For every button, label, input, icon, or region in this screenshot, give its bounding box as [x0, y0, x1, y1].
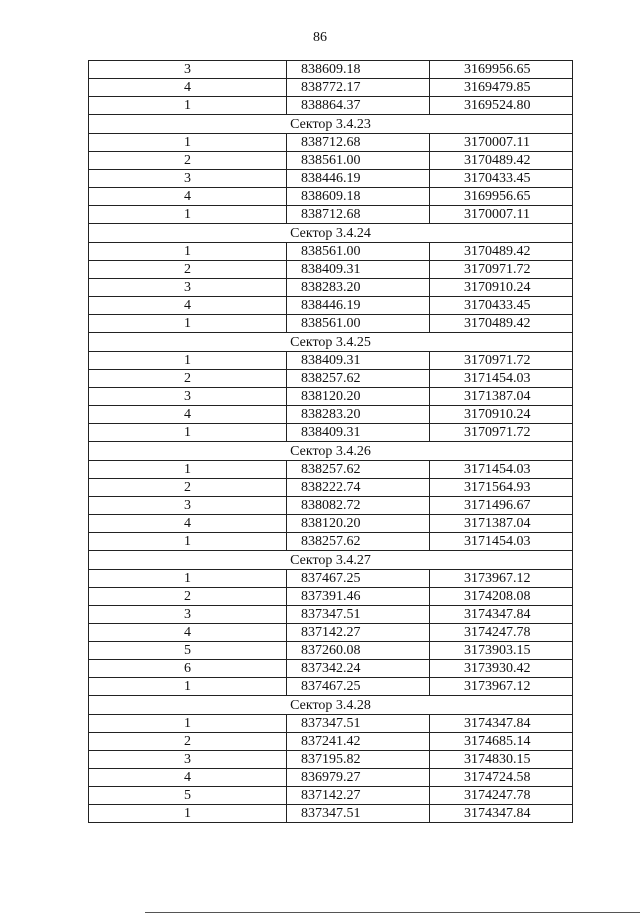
x-coordinate-cell: 838409.31: [287, 424, 430, 442]
point-number-cell: 5: [89, 642, 287, 660]
point-number-cell: 3: [89, 751, 287, 769]
y-coordinate-cell: 3171454.03: [430, 461, 573, 479]
table-row: [89, 370, 573, 388]
table-row: [89, 352, 573, 370]
point-number-cell: 3: [89, 606, 287, 624]
point-number-cell: 1: [89, 243, 287, 261]
page-number: 86: [313, 30, 327, 45]
x-coordinate-cell: 838257.62: [287, 461, 430, 479]
point-number-cell: 2: [89, 588, 287, 606]
table-row: [89, 297, 573, 315]
sector-label: Сектор 3.4.28: [89, 696, 573, 715]
sector-label: Сектор 3.4.25: [89, 333, 573, 352]
y-coordinate-cell: 3174830.15: [430, 751, 573, 769]
y-coordinate-cell: 3171454.03: [430, 370, 573, 388]
table-row: [89, 97, 573, 115]
y-coordinate-cell: 3171454.03: [430, 533, 573, 551]
y-coordinate-cell: 3170910.24: [430, 406, 573, 424]
y-coordinate-cell: 3173903.15: [430, 642, 573, 660]
y-coordinate-cell: 3169956.65: [430, 61, 573, 79]
point-number-cell: 4: [89, 79, 287, 97]
point-number-cell: 1: [89, 570, 287, 588]
table-row: [89, 206, 573, 224]
x-coordinate-cell: 838283.20: [287, 279, 430, 297]
x-coordinate-cell: 838283.20: [287, 406, 430, 424]
point-number-cell: 4: [89, 406, 287, 424]
y-coordinate-cell: 3174247.78: [430, 787, 573, 805]
y-coordinate-cell: 3170971.72: [430, 261, 573, 279]
table-row: [89, 497, 573, 515]
table-row: [89, 243, 573, 261]
sector-label: Сектор 3.4.26: [89, 442, 573, 461]
table-row: [89, 660, 573, 678]
y-coordinate-cell: 3173967.12: [430, 678, 573, 696]
x-coordinate-cell: 838082.72: [287, 497, 430, 515]
table-row: [89, 805, 573, 823]
sector-header-row: [89, 551, 573, 570]
x-coordinate-cell: 837347.51: [287, 606, 430, 624]
point-number-cell: 2: [89, 370, 287, 388]
x-coordinate-cell: 838446.19: [287, 170, 430, 188]
point-number-cell: 3: [89, 388, 287, 406]
x-coordinate-cell: 838609.18: [287, 61, 430, 79]
y-coordinate-cell: 3174347.84: [430, 715, 573, 733]
scan-edge-line: [145, 912, 640, 913]
sector-header-row: [89, 442, 573, 461]
table-row: [89, 315, 573, 333]
x-coordinate-cell: 837347.51: [287, 715, 430, 733]
y-coordinate-cell: 3170910.24: [430, 279, 573, 297]
table-row: [89, 424, 573, 442]
y-coordinate-cell: 3169479.85: [430, 79, 573, 97]
sector-header-row: [89, 696, 573, 715]
point-number-cell: 3: [89, 170, 287, 188]
table-row: [89, 406, 573, 424]
x-coordinate-cell: 837467.25: [287, 678, 430, 696]
table-row: [89, 134, 573, 152]
y-coordinate-cell: 3169956.65: [430, 188, 573, 206]
point-number-cell: 1: [89, 352, 287, 370]
point-number-cell: 4: [89, 515, 287, 533]
point-number-cell: 1: [89, 461, 287, 479]
table-row: [89, 533, 573, 551]
table-row: [89, 279, 573, 297]
table-row: [89, 261, 573, 279]
y-coordinate-cell: 3170007.11: [430, 206, 573, 224]
point-number-cell: 1: [89, 134, 287, 152]
x-coordinate-cell: 838257.62: [287, 370, 430, 388]
x-coordinate-cell: 837260.08: [287, 642, 430, 660]
table-row: [89, 479, 573, 497]
y-coordinate-cell: 3171496.67: [430, 497, 573, 515]
sector-header-row: [89, 224, 573, 243]
table-row: [89, 733, 573, 751]
y-coordinate-cell: 3170489.42: [430, 315, 573, 333]
coordinates-table: [88, 60, 573, 823]
table-row: [89, 388, 573, 406]
table-row: [89, 515, 573, 533]
table-row: [89, 79, 573, 97]
table-row: [89, 715, 573, 733]
point-number-cell: 1: [89, 424, 287, 442]
point-number-cell: 6: [89, 660, 287, 678]
y-coordinate-cell: 3170007.11: [430, 134, 573, 152]
y-coordinate-cell: 3174247.78: [430, 624, 573, 642]
y-coordinate-cell: 3170489.42: [430, 152, 573, 170]
x-coordinate-cell: 838561.00: [287, 152, 430, 170]
point-number-cell: 3: [89, 497, 287, 515]
sector-label: Сектор 3.4.27: [89, 551, 573, 570]
table-row: [89, 461, 573, 479]
y-coordinate-cell: 3170433.45: [430, 297, 573, 315]
point-number-cell: 2: [89, 479, 287, 497]
x-coordinate-cell: 838257.62: [287, 533, 430, 551]
coordinates-table-body: [89, 61, 573, 823]
table-row: [89, 606, 573, 624]
x-coordinate-cell: 838409.31: [287, 352, 430, 370]
point-number-cell: 4: [89, 624, 287, 642]
x-coordinate-cell: 837241.42: [287, 733, 430, 751]
y-coordinate-cell: 3174347.84: [430, 805, 573, 823]
point-number-cell: 4: [89, 297, 287, 315]
table-row: [89, 678, 573, 696]
table-row: [89, 588, 573, 606]
y-coordinate-cell: 3171564.93: [430, 479, 573, 497]
table-row: [89, 769, 573, 787]
x-coordinate-cell: 838712.68: [287, 134, 430, 152]
x-coordinate-cell: 838446.19: [287, 297, 430, 315]
x-coordinate-cell: 838120.20: [287, 515, 430, 533]
point-number-cell: 3: [89, 279, 287, 297]
x-coordinate-cell: 838120.20: [287, 388, 430, 406]
y-coordinate-cell: 3170433.45: [430, 170, 573, 188]
y-coordinate-cell: 3171387.04: [430, 388, 573, 406]
point-number-cell: 2: [89, 152, 287, 170]
sector-label: Сектор 3.4.23: [89, 115, 573, 134]
point-number-cell: 4: [89, 769, 287, 787]
y-coordinate-cell: 3170971.72: [430, 352, 573, 370]
x-coordinate-cell: 837195.82: [287, 751, 430, 769]
table-row: [89, 751, 573, 769]
x-coordinate-cell: 837342.24: [287, 660, 430, 678]
point-number-cell: 1: [89, 533, 287, 551]
y-coordinate-cell: 3174685.14: [430, 733, 573, 751]
y-coordinate-cell: 3174724.58: [430, 769, 573, 787]
x-coordinate-cell: 838772.17: [287, 79, 430, 97]
x-coordinate-cell: 838561.00: [287, 243, 430, 261]
point-number-cell: 1: [89, 206, 287, 224]
y-coordinate-cell: 3174347.84: [430, 606, 573, 624]
point-number-cell: 1: [89, 97, 287, 115]
y-coordinate-cell: 3174208.08: [430, 588, 573, 606]
y-coordinate-cell: 3171387.04: [430, 515, 573, 533]
x-coordinate-cell: 837467.25: [287, 570, 430, 588]
point-number-cell: 1: [89, 805, 287, 823]
table-row: [89, 188, 573, 206]
table-row: [89, 624, 573, 642]
x-coordinate-cell: 838712.68: [287, 206, 430, 224]
table-row: [89, 170, 573, 188]
x-coordinate-cell: 838609.18: [287, 188, 430, 206]
y-coordinate-cell: 3173930.42: [430, 660, 573, 678]
y-coordinate-cell: 3170489.42: [430, 243, 573, 261]
x-coordinate-cell: 838561.00: [287, 315, 430, 333]
point-number-cell: 1: [89, 678, 287, 696]
y-coordinate-cell: 3169524.80: [430, 97, 573, 115]
x-coordinate-cell: 837142.27: [287, 624, 430, 642]
x-coordinate-cell: 838222.74: [287, 479, 430, 497]
point-number-cell: 2: [89, 733, 287, 751]
point-number-cell: 1: [89, 315, 287, 333]
table-row: [89, 642, 573, 660]
x-coordinate-cell: 837391.46: [287, 588, 430, 606]
x-coordinate-cell: 838864.37: [287, 97, 430, 115]
sector-header-row: [89, 115, 573, 134]
x-coordinate-cell: 836979.27: [287, 769, 430, 787]
table-row: [89, 152, 573, 170]
sector-header-row: [89, 333, 573, 352]
point-number-cell: 1: [89, 715, 287, 733]
point-number-cell: 5: [89, 787, 287, 805]
point-number-cell: 4: [89, 188, 287, 206]
point-number-cell: 2: [89, 261, 287, 279]
table-row: [89, 570, 573, 588]
table-row: [89, 787, 573, 805]
sector-label: Сектор 3.4.24: [89, 224, 573, 243]
x-coordinate-cell: 838409.31: [287, 261, 430, 279]
x-coordinate-cell: 837142.27: [287, 787, 430, 805]
y-coordinate-cell: 3170971.72: [430, 424, 573, 442]
point-number-cell: 3: [89, 61, 287, 79]
x-coordinate-cell: 837347.51: [287, 805, 430, 823]
y-coordinate-cell: 3173967.12: [430, 570, 573, 588]
table-row: [89, 61, 573, 79]
